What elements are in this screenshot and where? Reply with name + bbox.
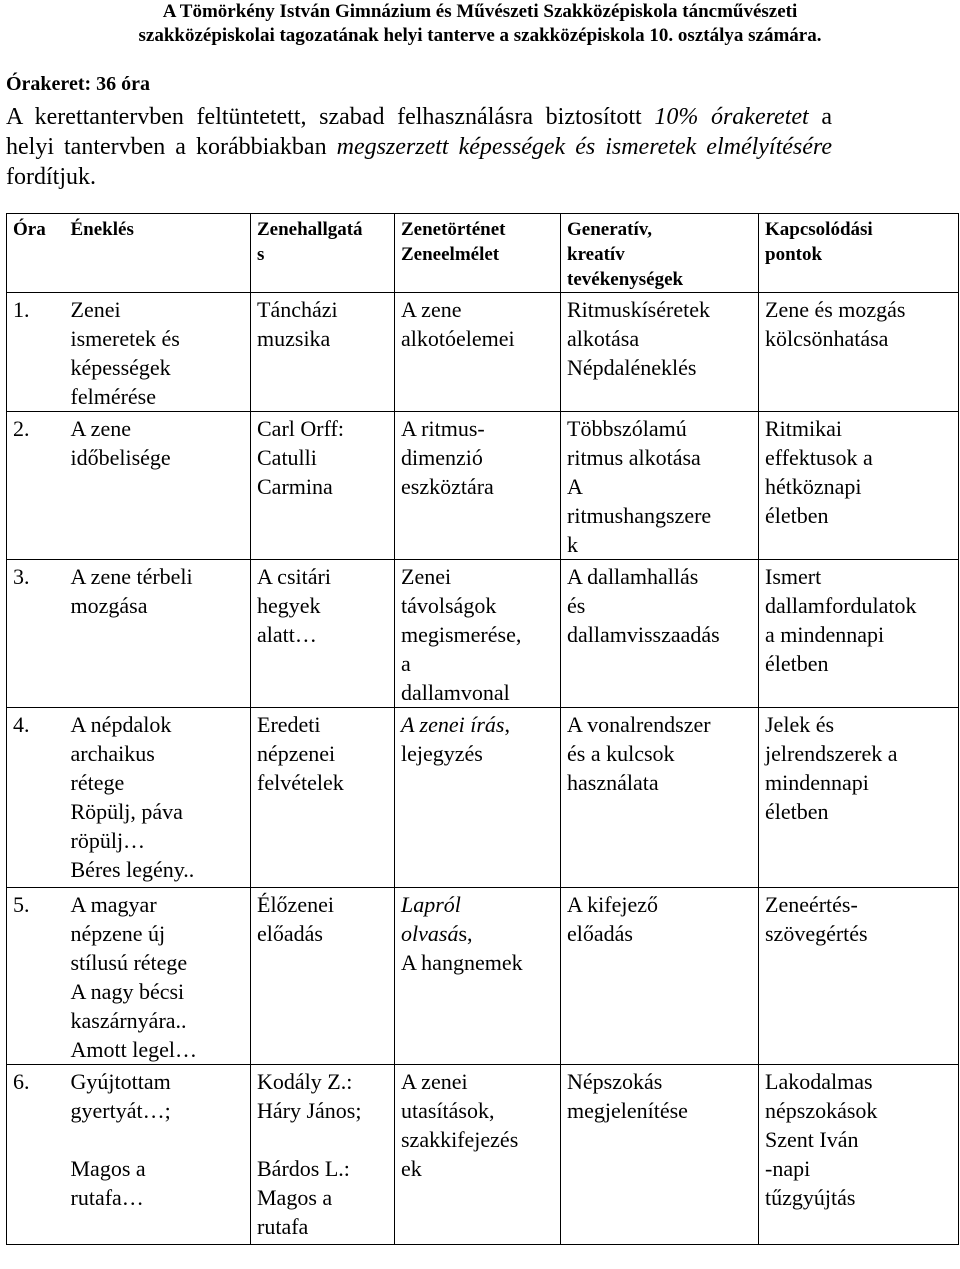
kapcsolodasi-line: mindennapi — [765, 770, 869, 795]
kapcsolodasi-line: Lakodalmas — [765, 1069, 873, 1094]
kapcsolodasi-line: szövegértés — [765, 921, 868, 946]
ekneles-line: mozgása — [70, 593, 148, 618]
zenetortenet-line: távolságok — [401, 593, 497, 618]
cell-ekneles — [65, 888, 251, 1065]
cell-ekneles — [65, 293, 251, 412]
kapcsolodasi-line: Ismert — [765, 564, 822, 589]
ekneles-line: Zenei — [70, 297, 121, 322]
ekneles-line: Béres legény.. — [70, 857, 195, 882]
kapcsolodasi-line: kölcsönhatása — [765, 326, 889, 351]
zenetortenet-line: dallamvonal — [401, 680, 510, 705]
cell-generativ — [561, 560, 759, 708]
generativ-line: A vonalrendszer — [567, 712, 711, 737]
generativ-line: megjelenítése — [567, 1098, 688, 1123]
cell-zenehallgatas — [251, 293, 395, 412]
row-number: 5. — [7, 888, 65, 1065]
ekneles-line — [71, 1125, 245, 1154]
zenehallgatas-line — [257, 1125, 388, 1154]
header-ekneles: Éneklés — [65, 214, 251, 293]
cell-generativ — [561, 1065, 759, 1245]
ekneles-line: archaikus — [70, 741, 155, 766]
header-zenehallgatas: Zenehallgatá s — [251, 214, 395, 293]
cell-generativ — [561, 293, 759, 412]
zenetortenet-line: A hangnemek — [401, 950, 523, 975]
ekneles-line: Gyújtottam — [70, 1069, 171, 1094]
generativ-line: és a kulcsok — [567, 741, 675, 766]
cell-zenetortenet — [395, 293, 561, 412]
generativ-line: Többszólamú — [567, 416, 687, 441]
ekneles-line: ismeretek és — [70, 326, 180, 351]
ekneles-line: időbelisége — [70, 445, 171, 470]
ekneles-line: A magyar — [70, 892, 157, 917]
cell-zenetortenet — [395, 708, 561, 888]
zenetortenet-line: dimenzió — [401, 445, 483, 470]
row-number: 4. — [7, 708, 65, 888]
zenetortenet-line: alkotóelemei — [401, 326, 515, 351]
cell-generativ — [561, 412, 759, 560]
zenehallgatas-line: rutafa — [257, 1214, 309, 1239]
intro-section — [6, 69, 832, 192]
zenehallgatas-line: alatt… — [257, 622, 317, 647]
kapcsolodasi-line: népszokások — [765, 1098, 878, 1123]
cell-ekneles — [65, 708, 251, 888]
zenetortenet-line: megismerése, — [401, 622, 522, 647]
ekneles-line: Röpülj, páva — [70, 799, 183, 824]
row-number: 2. — [7, 412, 65, 560]
table-row — [7, 708, 959, 888]
header-zenetortenet: Zenetörténet Zeneelmélet — [395, 214, 561, 293]
zenehallgatas-line: Eredeti — [257, 712, 321, 737]
cell-zenehallgatas — [251, 1065, 395, 1245]
kapcsolodasi-line: életben — [765, 503, 829, 528]
generativ-line: Ritmuskíséretek — [567, 297, 710, 322]
header-line-1: A Tömörkény István Gimnázium és Művészeti Szakközépiskola táncművészeti — [162, 1, 798, 22]
ekneles-line: kaszárnyára.. — [70, 1008, 187, 1033]
zenehallgatas-line: népzenei — [257, 741, 336, 766]
zenehallgatas-line: Táncházi — [257, 297, 338, 322]
intro-text-1: A kerettantervben feltüntetett, szabad felhasználásra biztosított — [6, 104, 655, 130]
table-row — [7, 888, 959, 1065]
row-number: 3. — [7, 560, 65, 708]
zenehallgatas-line: Magos a — [257, 1185, 333, 1210]
kapcsolodasi-line: a mindennapi — [765, 622, 885, 647]
cell-kapcsolodasi — [759, 293, 959, 412]
zenehallgatas-line: hegyek — [257, 593, 321, 618]
generativ-line: Népdaléneklés — [567, 355, 697, 380]
ekneles-line: A nagy bécsi — [70, 979, 185, 1004]
hour-frame: Órakeret: 36 óra — [6, 73, 151, 95]
zenehallgatas-line: Carl Orff: — [257, 416, 344, 441]
kapcsolodasi-line: Zene és mozgás — [765, 297, 906, 322]
row-number: 6. — [7, 1065, 65, 1245]
generativ-line: k — [567, 532, 578, 557]
generativ-line: alkotása — [567, 326, 640, 351]
table-row — [7, 1065, 959, 1245]
cell-ekneles — [65, 560, 251, 708]
cell-zenehallgatas — [251, 708, 395, 888]
header-ora: Óra — [7, 214, 65, 293]
cell-zenehallgatas — [251, 560, 395, 708]
kapcsolodasi-line: effektusok a — [765, 445, 873, 470]
ekneles-line: röpülj… — [70, 828, 146, 853]
table-body — [7, 293, 959, 1245]
kapcsolodasi-line: Zeneértés- — [765, 892, 858, 917]
generativ-line: Népszokás — [567, 1069, 663, 1094]
zenetortenet-line: lejegyzés — [401, 741, 483, 766]
cell-kapcsolodasi — [759, 560, 959, 708]
zenetortenet-line: Lapról — [401, 892, 461, 917]
zenetortenet-line: olvasás, — [401, 921, 473, 946]
cell-generativ — [561, 888, 759, 1065]
zenehallgatas-line: Catulli — [257, 445, 317, 470]
cell-generativ — [561, 708, 759, 888]
intro-italic-2: megszerzett képességek és ismeretek elmélyítésére — [336, 134, 833, 160]
cell-zenetortenet — [395, 1065, 561, 1245]
zenehallgatas-line: Carmina — [257, 474, 333, 499]
ekneles-line: népzene új — [70, 921, 166, 946]
generativ-line: ritmushangszere — [567, 503, 712, 528]
kapcsolodasi-line: Jelek és — [765, 712, 835, 737]
cell-kapcsolodasi — [759, 708, 959, 888]
intro-italic-1: 10% órakeretet — [654, 104, 809, 130]
generativ-line: ritmus alkotása — [567, 445, 701, 470]
zenehallgatas-line: Bárdos L.: — [257, 1156, 350, 1181]
generativ-line: dallamvisszaadás — [567, 622, 720, 647]
header-line-2: szakközépiskolai tagozatának helyi tanterve a szakközépiskola 10. osztálya számára. — [138, 25, 822, 46]
zenetortenet-line: Zenei — [401, 564, 452, 589]
cell-zenehallgatas — [251, 888, 395, 1065]
zenetortenet-line: A zenei — [401, 1069, 468, 1094]
ekneles-line: rutafa… — [70, 1185, 144, 1210]
kapcsolodasi-line: jelrendszerek a — [765, 741, 898, 766]
generativ-line: A kifejező — [567, 892, 659, 917]
zenetortenet-line: A ritmus- — [401, 416, 485, 441]
ekneles-line: A népdalok — [70, 712, 172, 737]
generativ-line: előadás — [567, 921, 633, 946]
kapcsolodasi-line: tűzgyújtás — [765, 1185, 856, 1210]
header-generativ: Generatív, kreatív tevékenységek — [561, 214, 759, 293]
ekneles-line: A zene térbeli — [70, 564, 193, 589]
ekneles-line: képességek — [70, 355, 171, 380]
table-row — [7, 412, 959, 560]
generativ-line: használata — [567, 770, 659, 795]
zenetortenet-line: utasítások, — [401, 1098, 495, 1123]
cell-zenehallgatas — [251, 412, 395, 560]
zenetortenet-line: A zenei írás, — [401, 712, 510, 737]
zenehallgatas-line: felvételek — [257, 770, 344, 795]
ekneles-line: Magos a — [70, 1156, 146, 1181]
curriculum-table — [6, 213, 959, 1245]
zenehallgatas-line: előadás — [257, 921, 323, 946]
zenetortenet-line: eszköztára — [401, 474, 494, 499]
kapcsolodasi-line: hétköznapi — [765, 474, 862, 499]
cell-ekneles — [65, 412, 251, 560]
table-row — [7, 293, 959, 412]
cell-kapcsolodasi — [759, 1065, 959, 1245]
zenetortenet-line: A zene — [401, 297, 462, 322]
cell-zenetortenet — [395, 560, 561, 708]
cell-zenetortenet — [395, 888, 561, 1065]
kapcsolodasi-line: Szent Iván — [765, 1127, 859, 1152]
intro-text-2: a helyi tantervben a korábbiakban — [6, 104, 832, 160]
zenetortenet-line: szakkifejezés — [401, 1127, 519, 1152]
ekneles-line: A zene — [70, 416, 131, 441]
kapcsolodasi-line: -napi — [765, 1156, 811, 1181]
table-row — [7, 560, 959, 708]
zenehallgatas-line: Élőzenei — [257, 892, 334, 917]
zenehallgatas-line: A csitári — [257, 564, 331, 589]
zenehallgatas-line: Kodály Z.: — [257, 1069, 353, 1094]
row-number: 1. — [7, 293, 65, 412]
generativ-line: A dallamhallás — [567, 564, 699, 589]
header-kapcsolodasi: Kapcsolódási pontok — [759, 214, 959, 293]
generativ-line: és — [567, 593, 586, 618]
intro-text-3: fordítjuk. — [6, 164, 96, 190]
ekneles-line: felmérése — [70, 384, 156, 409]
cell-ekneles — [65, 1065, 251, 1245]
zenetortenet-line: a — [401, 651, 411, 676]
zenehallgatas-line: Háry János; — [257, 1098, 362, 1123]
generativ-line: A — [567, 474, 583, 499]
ekneles-line: rétege — [70, 770, 125, 795]
kapcsolodasi-line: Ritmikai — [765, 416, 842, 441]
kapcsolodasi-line: dallamfordulatok — [765, 593, 917, 618]
cell-kapcsolodasi — [759, 888, 959, 1065]
zenehallgatas-line: muzsika — [257, 326, 331, 351]
ekneles-line: Amott legel… — [70, 1037, 197, 1062]
ekneles-line: stílusú rétege — [70, 950, 188, 975]
ekneles-line: gyertyát…; — [70, 1098, 171, 1123]
intro-paragraph — [6, 102, 832, 192]
kapcsolodasi-line: életben — [765, 651, 829, 676]
cell-kapcsolodasi — [759, 412, 959, 560]
table-header-row — [7, 214, 959, 293]
zenetortenet-line: ek — [401, 1156, 422, 1181]
cell-zenetortenet — [395, 412, 561, 560]
kapcsolodasi-line: életben — [765, 799, 829, 824]
